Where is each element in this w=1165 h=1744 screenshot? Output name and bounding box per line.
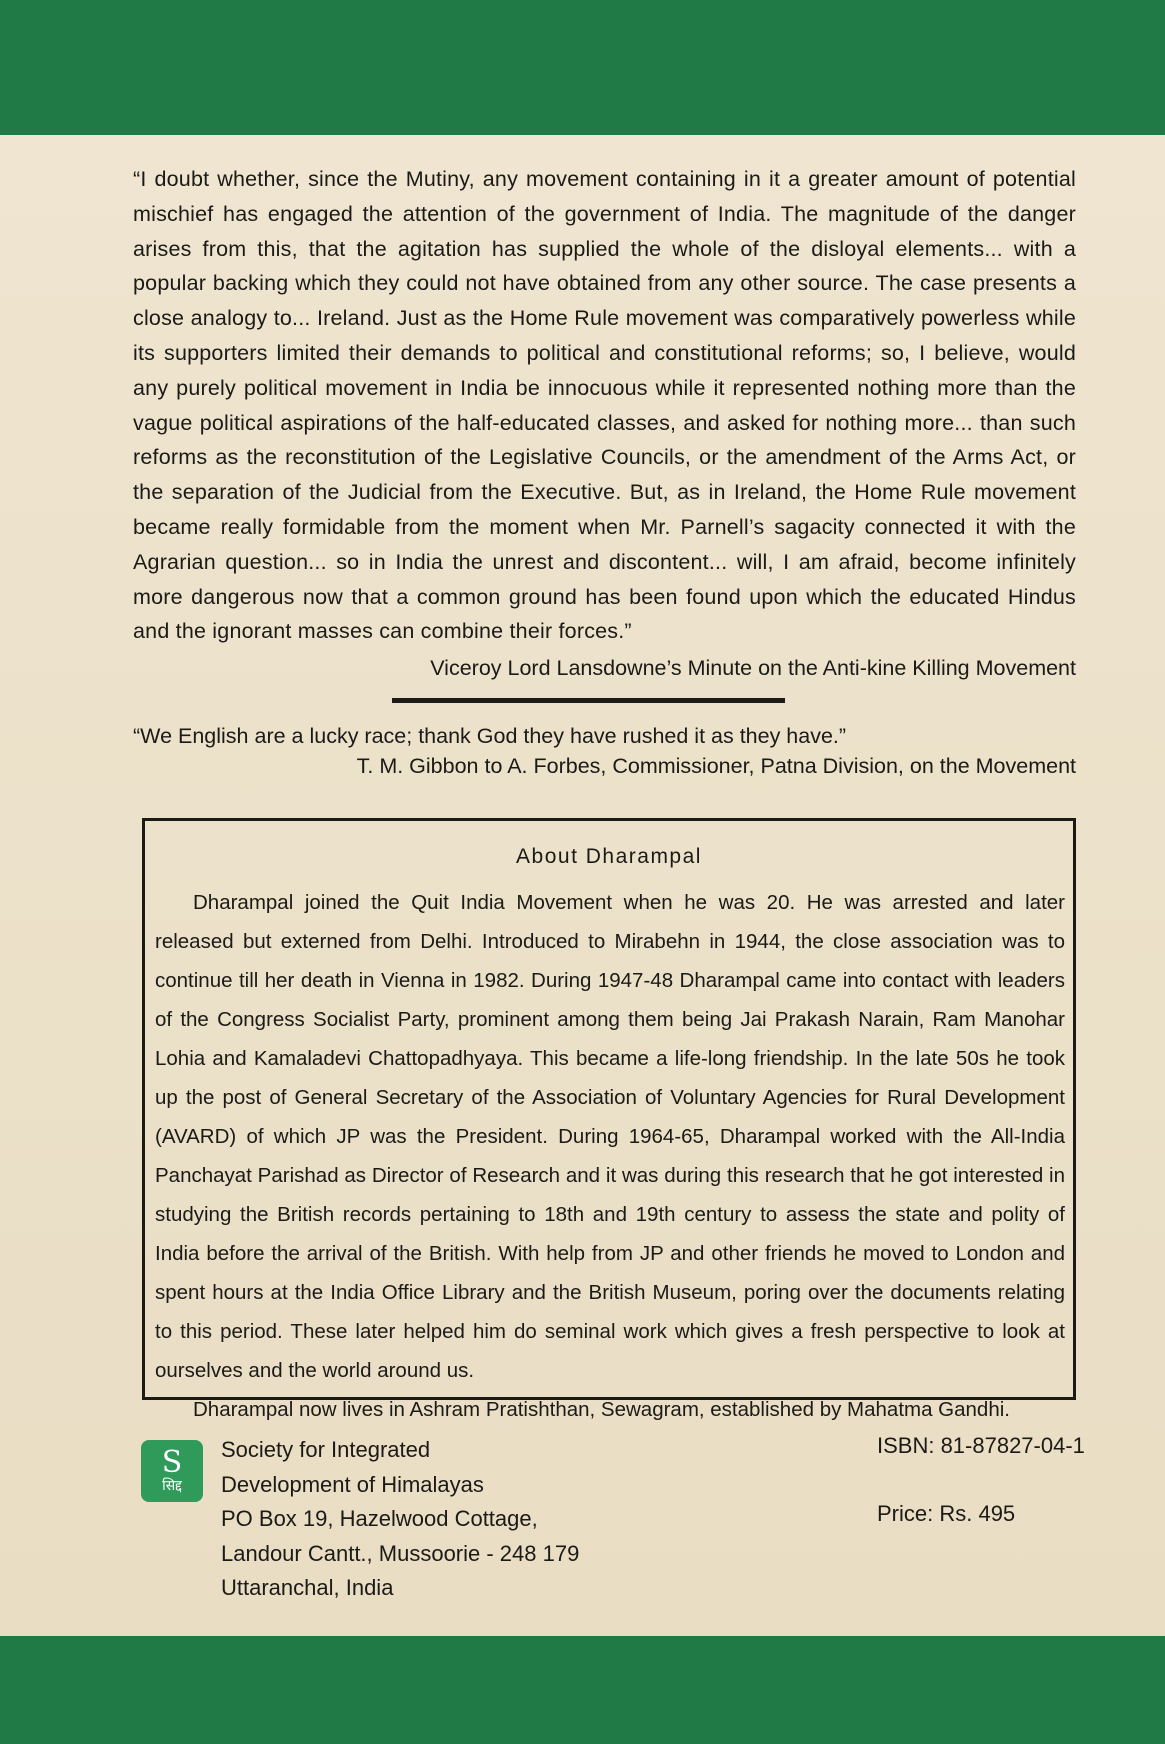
bio-paragraph-1: Dharampal joined the Quit India Movement when he was 20. He was arrested and later released but externed from Delhi. Introduced to Mirabehn in 1944, the close association was to continue till her death in Vienna in 1982. During 1947-48 Dharampal came into contact with leaders of the Congress Socialist Party, prominent among them being Jai Prakash Narain, Ram Manohar Lohia and Kamaladevi Chattopadhyaya. This became a life-long friendship. In the late 50s he took up the post of General Secretary of the Association of Voluntary Agencies for Rural Development (AVARD) of which JP was the President. During 1964-65, Dharampal worked with the All-India Panchayat Parishad as Director of Research and it was during this research that he got interested in studying the British records pertaining to 18th and 19th century to assess the state and polity of India before the arrival of the British. With help from JP and other friends he moved to London and spent hours at the India Office Library and the British Museum, poring over the documents relating to this period. These later helped him do seminal work which gives a fresh perspective to look at ourselves and the world around us. [155, 891, 1065, 1382]
lansdowne-attribution: Viceroy Lord Lansdowne’s Minute on the Anti-kine Killing Movement [430, 656, 1076, 680]
bio-paragraph-2: Dharampal now lives in Ashram Pratishthan, Sewagram, established by Mahatma Gandhi. [193, 1398, 1010, 1421]
address-line: PO Box 19, Hazelwood Cottage, [221, 1506, 538, 1531]
address-line: Society for Integrated [221, 1437, 431, 1462]
logo-devanagari: सिद्द [162, 1478, 182, 1494]
logo-s: S [161, 1445, 183, 1480]
top-green-band [0, 0, 1165, 135]
address-line: Landour Cantt., Mussoorie - 248 179 [221, 1540, 580, 1566]
publisher-logo [141, 1440, 203, 1502]
gibbon-quote: “We English are a lucky race; thank God they have rushed it as they have.” [133, 724, 847, 748]
about-bio [155, 883, 1065, 1429]
bottom-green-band [0, 1636, 1165, 1744]
about-box [142, 818, 1076, 1421]
address-line: Uttaranchal, India [221, 1575, 394, 1600]
address-line: Development of Himalayas [221, 1471, 484, 1497]
divider-rule [392, 698, 785, 703]
about-title: About Dharampal [516, 845, 702, 868]
isbn: ISBN: 81-87827-04-1 [877, 1433, 1085, 1458]
gibbon-attribution: T. M. Gibbon to A. Forbes, Commissioner, Patna Division, on the Movement [356, 754, 1076, 778]
publisher-address [221, 1433, 579, 1606]
price: Price: Rs. 495 [877, 1501, 1016, 1526]
lansdowne-quote: “I doubt whether, since the Mutiny, any movement containing in it a greater amount of potential mischief has engaged the attention of the government of India. The magnitude of the danger arises from this, that the agitation has supplied the whole of the disloyal elements... with a popular backing which they could not have obtained from any other source. The case presents a close analogy to... Ireland. Just as the Home Rule movement was comparatively powerless while its supporters limited their demands to political and constitutional reforms; so, I believe, would any purely political movement in India be innocuous while it represented nothing more than the vague political aspirations of the half-educated classes, and asked for nothing more... than such reforms as the reconstitution of the Legislative Councils, or the amendment of the Arms Act, or the separation of the Judicial from the Executive. But, as in Ireland, the Home Rule movement became really formidable from the moment when Mr. Parnell’s sagacity connected it with the Agrarian question... so in India the unrest and discontent... will, I am afraid, become infinitely more dangerous now that a common ground has been found upon which the educated Hindus and the ignorant masses can combine their forces.” [133, 167, 1076, 644]
